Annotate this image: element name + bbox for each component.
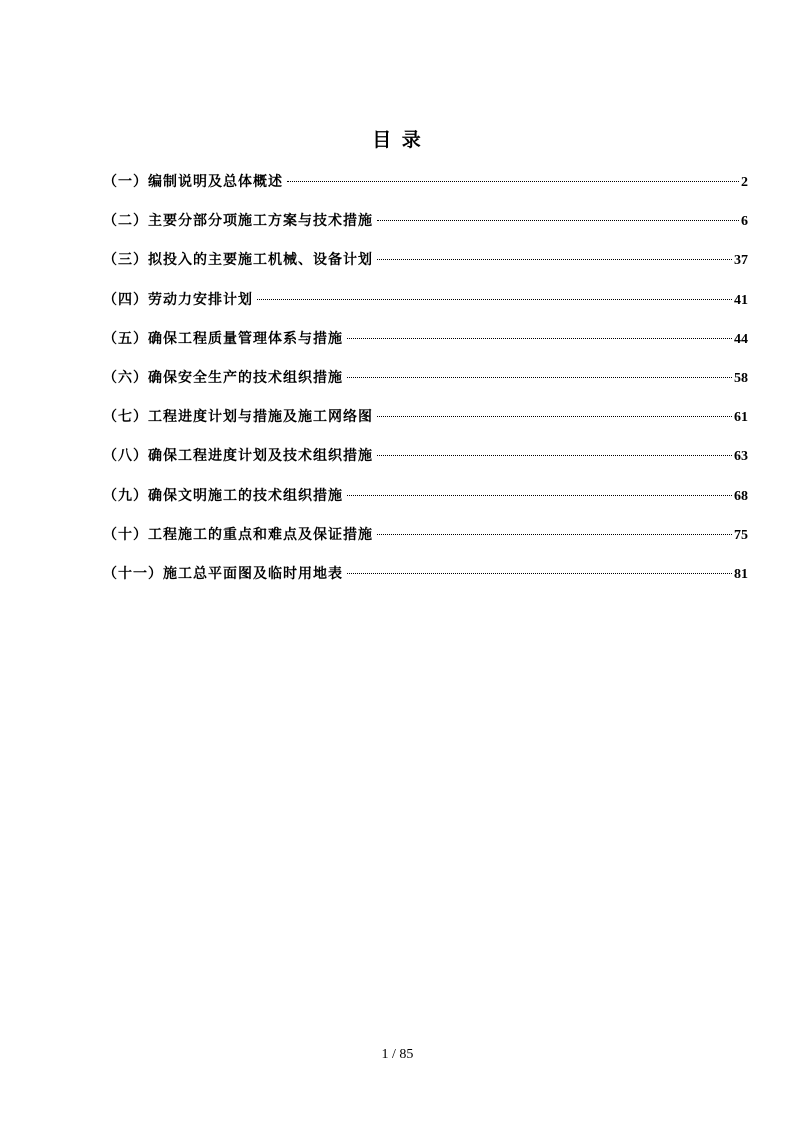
dot-leader [377, 415, 732, 417]
toc-entry-page: 58 [734, 370, 748, 386]
toc-entry[interactable] [103, 562, 748, 601]
dot-leader [347, 494, 732, 496]
toc-entry-page: 2 [741, 175, 748, 190]
toc-entry-page: 63 [734, 449, 748, 465]
page-number: 1 / 85 [381, 1047, 414, 1062]
toc-entry[interactable] [103, 484, 748, 523]
toc-entry[interactable] [103, 366, 748, 405]
toc-entry[interactable] [103, 523, 748, 562]
dot-leader [347, 337, 732, 339]
dot-leader [377, 219, 739, 221]
toc-list [103, 170, 748, 601]
toc-entry-label: （四）劳动力安排计划 [103, 291, 253, 308]
dot-leader [377, 454, 732, 456]
dot-leader [287, 180, 739, 182]
toc-entry-page: 44 [734, 331, 748, 347]
toc-entry-page: 6 [741, 214, 748, 230]
dot-leader [257, 298, 732, 300]
toc-entry-page: 41 [734, 292, 748, 308]
toc-entry-label: （五）确保工程质量管理体系与措施 [103, 330, 343, 347]
toc-entry-page: 61 [734, 410, 748, 426]
toc-entry-page: 81 [734, 566, 748, 582]
dot-leader [347, 376, 732, 378]
toc-entry[interactable] [103, 405, 748, 444]
toc-entry[interactable] [103, 444, 748, 483]
toc-entry-page: 68 [734, 488, 748, 504]
toc-entry-label: （八）确保工程进度计划及技术组织措施 [103, 448, 373, 465]
toc-entry-label: （十）工程施工的重点和难点及保证措施 [103, 526, 373, 543]
toc-entry[interactable] [103, 209, 748, 248]
dot-leader [377, 258, 732, 260]
toc-entry[interactable] [103, 248, 748, 287]
toc-entry-label: （一）编制说明及总体概述 [103, 174, 283, 190]
toc-entry-label: （十一）施工总平面图及临时用地表 [103, 565, 343, 582]
toc-entry-label: （二）主要分部分项施工方案与技术措施 [103, 213, 373, 230]
toc-entry[interactable] [103, 288, 748, 327]
toc-entry-label: （六）确保安全生产的技术组织措施 [103, 369, 343, 386]
toc-entry-page: 75 [734, 527, 748, 543]
toc-entry-label: （三）拟投入的主要施工机械、设备计划 [103, 252, 373, 269]
toc-entry-page: 37 [734, 253, 748, 269]
toc-entry[interactable] [103, 327, 748, 366]
dot-leader [347, 572, 732, 574]
toc-entry[interactable] [103, 170, 748, 209]
toc-entry-label: （九）确保文明施工的技术组织措施 [103, 487, 343, 504]
toc-entry-label: （七）工程进度计划与措施及施工网络图 [103, 409, 373, 426]
toc-title: 目 录 [372, 129, 423, 151]
dot-leader [377, 533, 732, 535]
